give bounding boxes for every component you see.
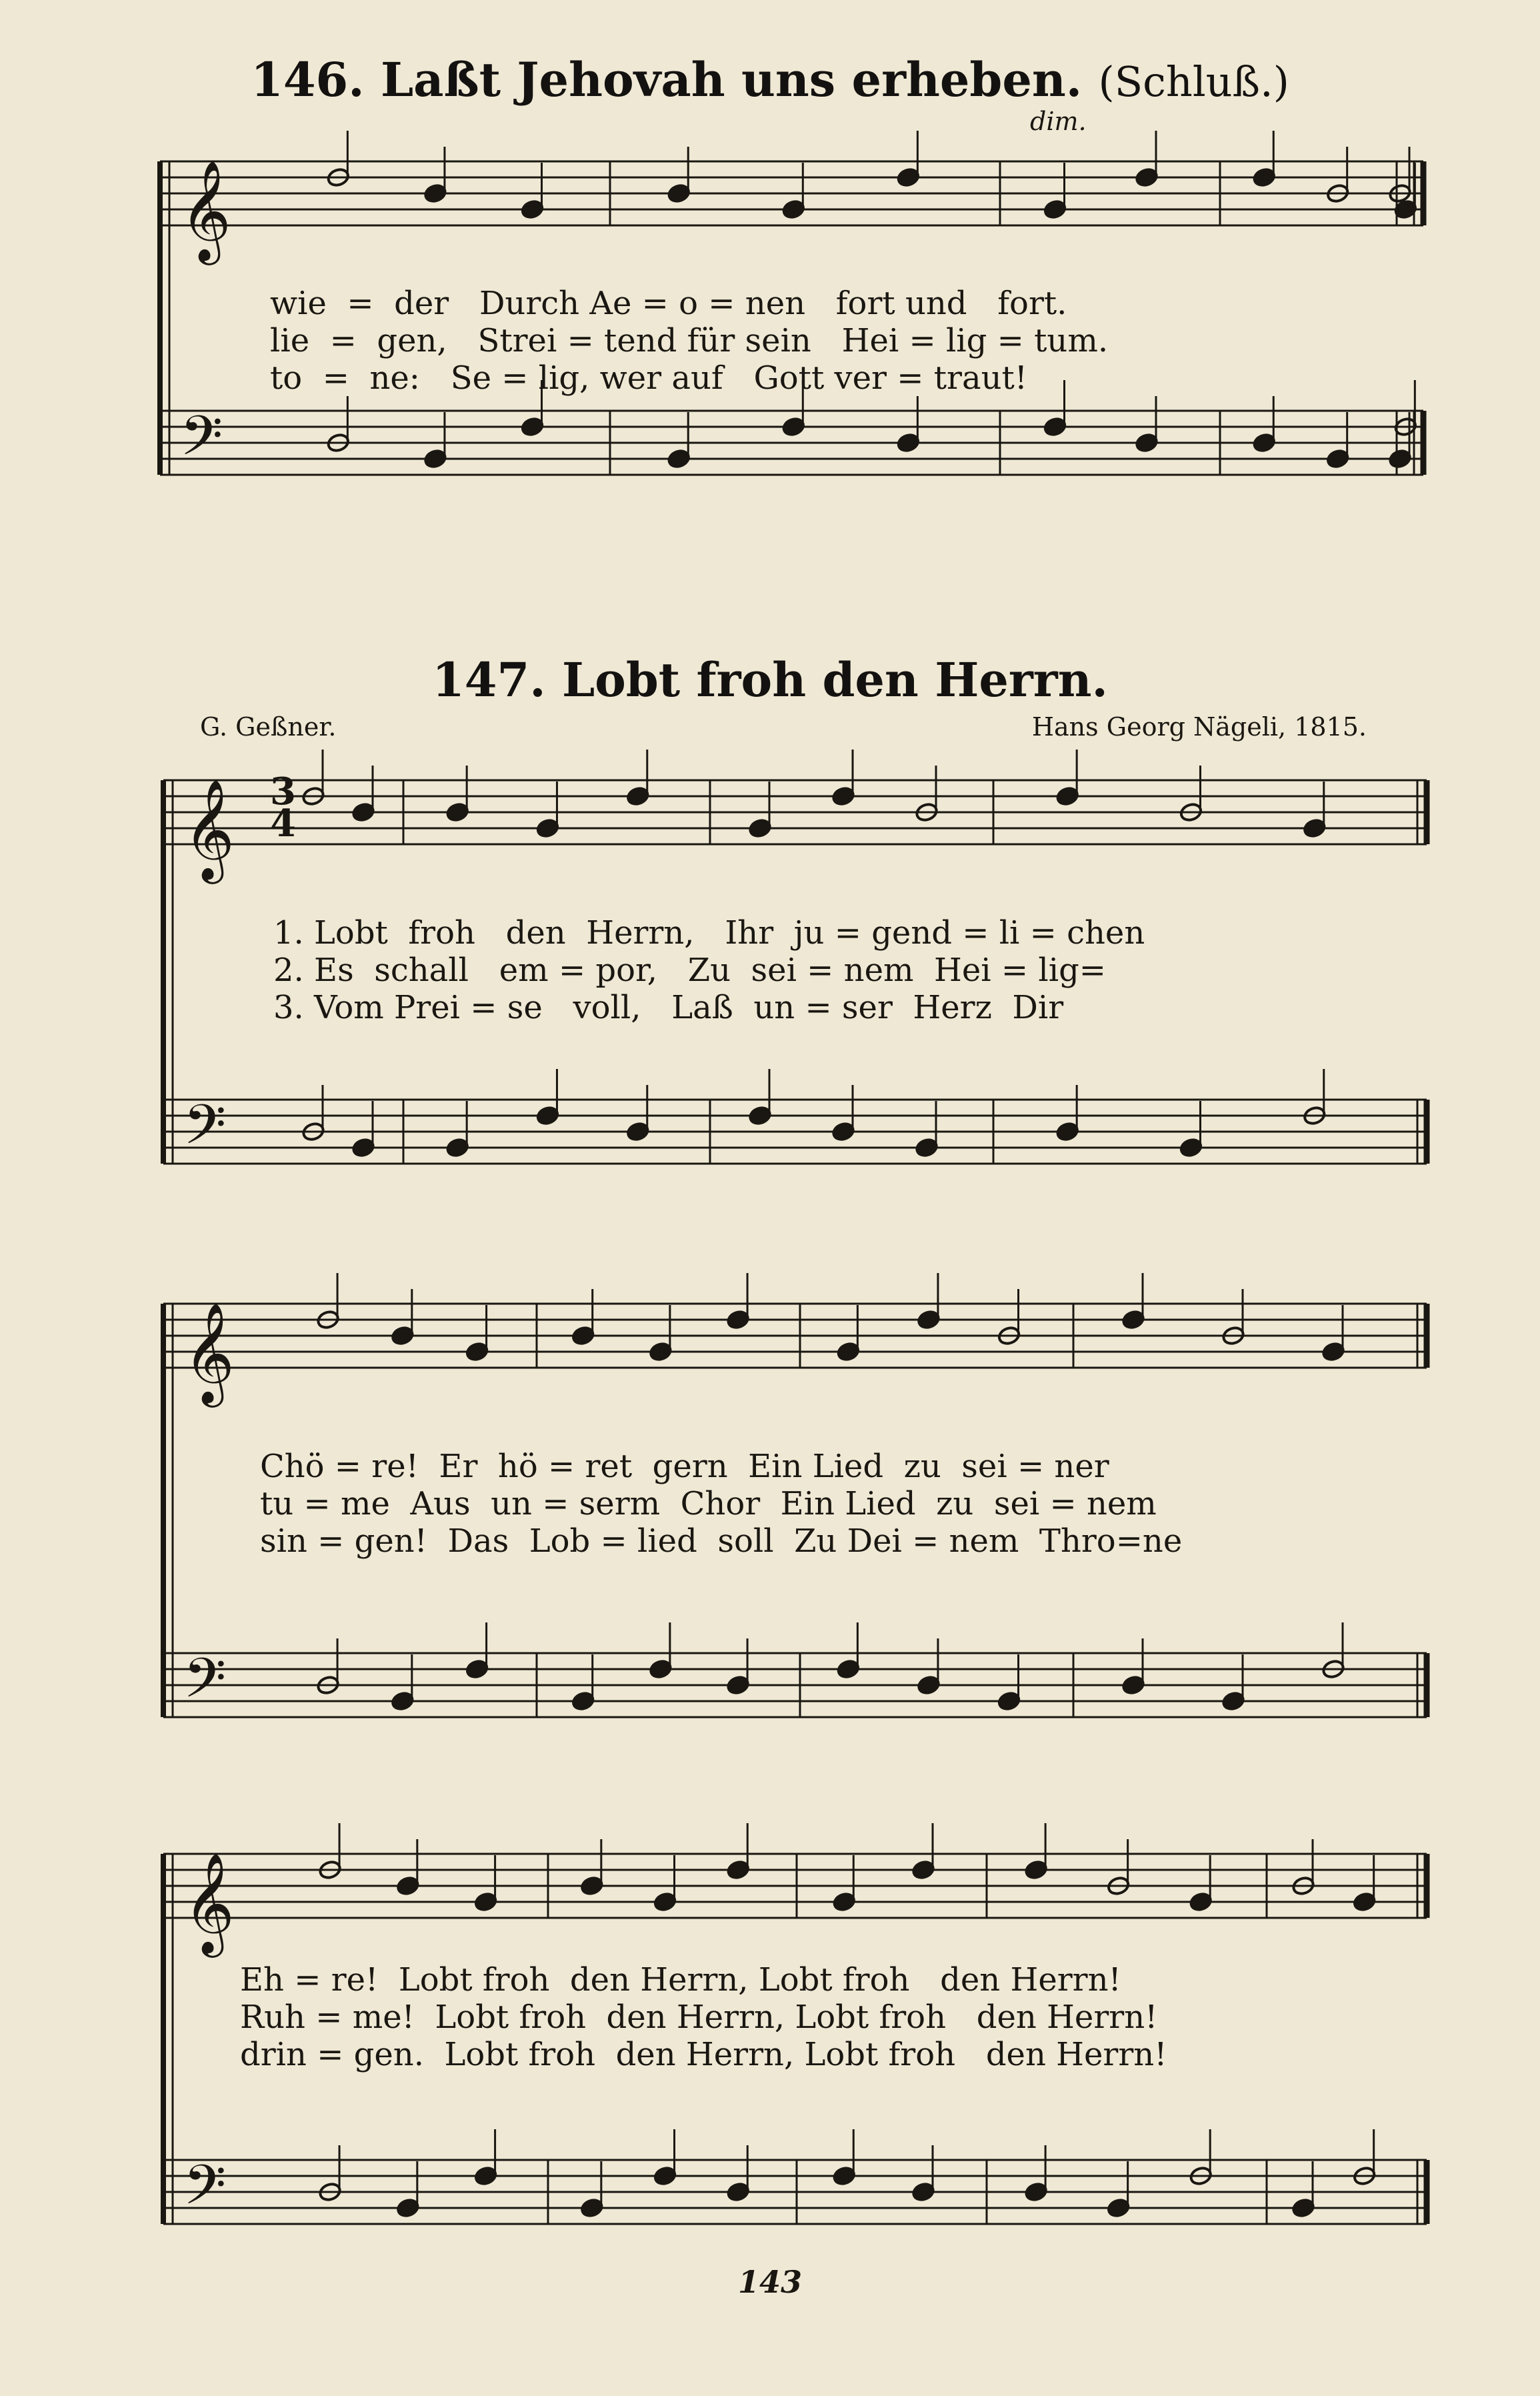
bass-clef: 𝄢 [183, 2153, 227, 2231]
bass-clef: 𝄢 [180, 403, 223, 481]
composer-credit: Hans Georg Nägeli, 1815. [1031, 712, 1367, 742]
lyricist-credit: G. Geßner. [200, 712, 337, 742]
hymn-147-s3-lyric-2: Ruh = me! Lobt froh den Herrn, Lobt froh den Herrn! [240, 1999, 1158, 2036]
page-number: 143 [737, 2264, 803, 2300]
hymn-147-s2-lyric-1: Chö = re! Er hö = ret gern Ein Lied zu sei = ner [260, 1448, 1109, 1485]
treble-clef: 𝄞 [180, 159, 231, 261]
hymn-147-s3-lyric-3: drin = gen. Lobt froh den Herrn, Lobt froh den Herrn! [240, 2036, 1167, 2073]
hymn-146-lyric-line-3: to = ne: Se = lig, wer auf Gott ver = traut! [270, 359, 1028, 397]
hymn-147-s1-lyric-2: 2. Es schall em = por, Zu sei = nem Hei = lig= [273, 952, 1107, 989]
hymn-147-s3-lyric-1: Eh = re! Lobt froh den Herrn, Lobt froh den Herrn! [240, 1961, 1121, 1999]
time-signature-bottom: 4 [270, 802, 296, 846]
hymn-146-title-text: 146. Laßt Jehovah uns erheben. [251, 52, 1083, 107]
hymn-147-s2-lyric-2: tu = me Aus un = serm Chor Ein Lied zu sei = nem [260, 1485, 1157, 1522]
bass-clef: 𝄢 [183, 1092, 227, 1170]
hymn-146-lyric-line-2: lie = gen, Strei = tend für sein Hei = lig = tum. [270, 322, 1109, 359]
hymn-146-continuation: (Schluß.) [1098, 57, 1289, 106]
hymn-147-title: 147. Lobt froh den Herrn. [432, 652, 1108, 708]
treble-clef: 𝄞 [183, 1852, 235, 1953]
dynamic-marking: dim. [1030, 107, 1087, 136]
bass-clef: 𝄢 [183, 1646, 227, 1724]
time-signature-top: 3 [270, 770, 296, 814]
hymn-147-s1-lyric-3: 3. Vom Prei = se voll, Laß un = ser Herz Dir [273, 989, 1064, 1026]
hymn-147-s1-lyric-1: 1. Lobt froh den Herrn, Ihr ju = gend = li = chen [273, 914, 1145, 952]
treble-clef: 𝄞 [183, 778, 235, 880]
treble-clef: 𝄞 [183, 1302, 235, 1403]
hymn-147-s2-lyric-3: sin = gen! Das Lob = lied soll Zu Dei = nem Thro=ne [260, 1522, 1183, 1560]
hymn-146-lyric-line-1: wie = der Durch Ae = o = nen fort und fort. [270, 285, 1067, 322]
